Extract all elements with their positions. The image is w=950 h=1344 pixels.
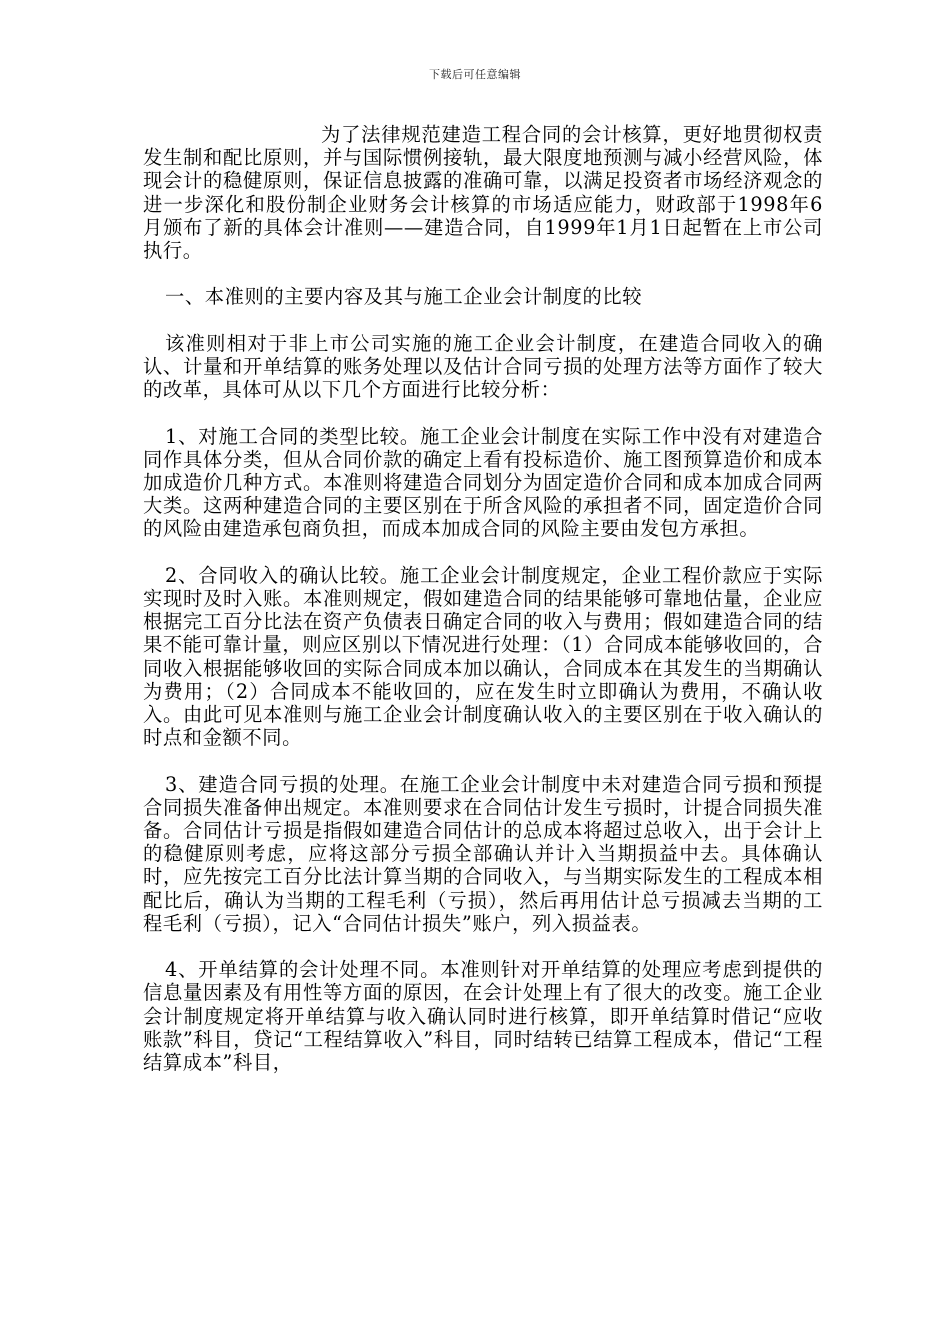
page-header: 下载后可任意编辑 [429,68,521,81]
point-1-paragraph: 1、对施工合同的类型比较。施工企业会计制度在实际工作中没有对建造合同作具体分类，但从合同价款的确定上看有投标造价、施工图预算造价和成本加成造价几种方式。本准则将建造合同划分为固定造价合同和成本加成合同两大类。这两种建造合同的主要区别在于所含风险的承担者不同，固定造价合同的风险由建造承包商负担，而成本加成合同的风险主要由发包方承担。 [143,424,823,541]
section-heading: 一、本准则的主要内容及其与施工企业会计制度的比较 [165,285,643,309]
point-2-paragraph: 2、合同收入的确认比较。施工企业会计制度规定，企业工程价款应于实际实现时及时入账。本准则规定，假如建造合同的结果能够可靠地估量，企业应根据完工百分比法在资产负债表日确定合同的收入与费用；假如建造合同的结果不能可靠计量，则应区别以下情况进行处理：（1）合同成本能够收回的，合同收入根据能够收回的实际合同成本加以确认，合同成本在其发生的当期确认为费用；（2）合同成本不能收回的，应在发生时立即确认为费用，不确认收入。由此可见本准则与施工企业会计制度确认收入的主要区别在于收入确认的时点和金额不同。 [143,563,823,750]
intro-paragraph: 为了法律规范建造工程合同的会计核算，更好地贯彻权责发生制和配比原则，并与国际惯例接轨，最大限度地预测与减小经营风险，体现会计的稳健原则，保证信息披露的准确可靠，以满足投资者市场经济观念的进一步深化和股份制企业财务会计核算的市场适应能力，财政部于1998年6月颁布了新的具体会计准则——建造合同，自1999年1月1日起暂在上市公司执行。 [143,123,823,263]
document-body [143,123,823,1097]
point-4-paragraph: 4、开单结算的会计处理不同。本准则针对开单结算的处理应考虑到提供的信息量因素及有用性等方面的原因，在会计处理上有了很大的改变。施工企业会计制度规定将开单结算与收入确认同时进行核算，即开单结算时借记“应收账款”科目，贷记“工程结算收入”科目，同时结转已结算工程成本，借记“工程结算成本”科目， [143,958,823,1075]
overview-paragraph: 该准则相对于非上市公司实施的施工企业会计制度，在建造合同收入的确认、计量和开单结算的账务处理以及估计合同亏损的处理方法等方面作了较大的改革，具体可从以下几个方面进行比较分析： [143,331,823,402]
point-3-paragraph: 3、建造合同亏损的处理。在施工企业会计制度中未对建造合同亏损和预提合同损失准备伸出规定。本准则要求在合同估计发生亏损时，计提合同损失准备。合同估计亏损是指假如建造合同估计的总成本将超过总收入，出于会计上的稳健原则考虑，应将这部分亏损全部确认并计入当期损益中去。具体确认时，应先按完工百分比法计算当期的合同收入，与当期实际发生的工程成本相配比后，确认为当期的工程毛利（亏损），然后再用估计总亏损减去当期的工程毛利（亏损），记入“合同估计损失”账户，列入损益表。 [143,772,823,935]
